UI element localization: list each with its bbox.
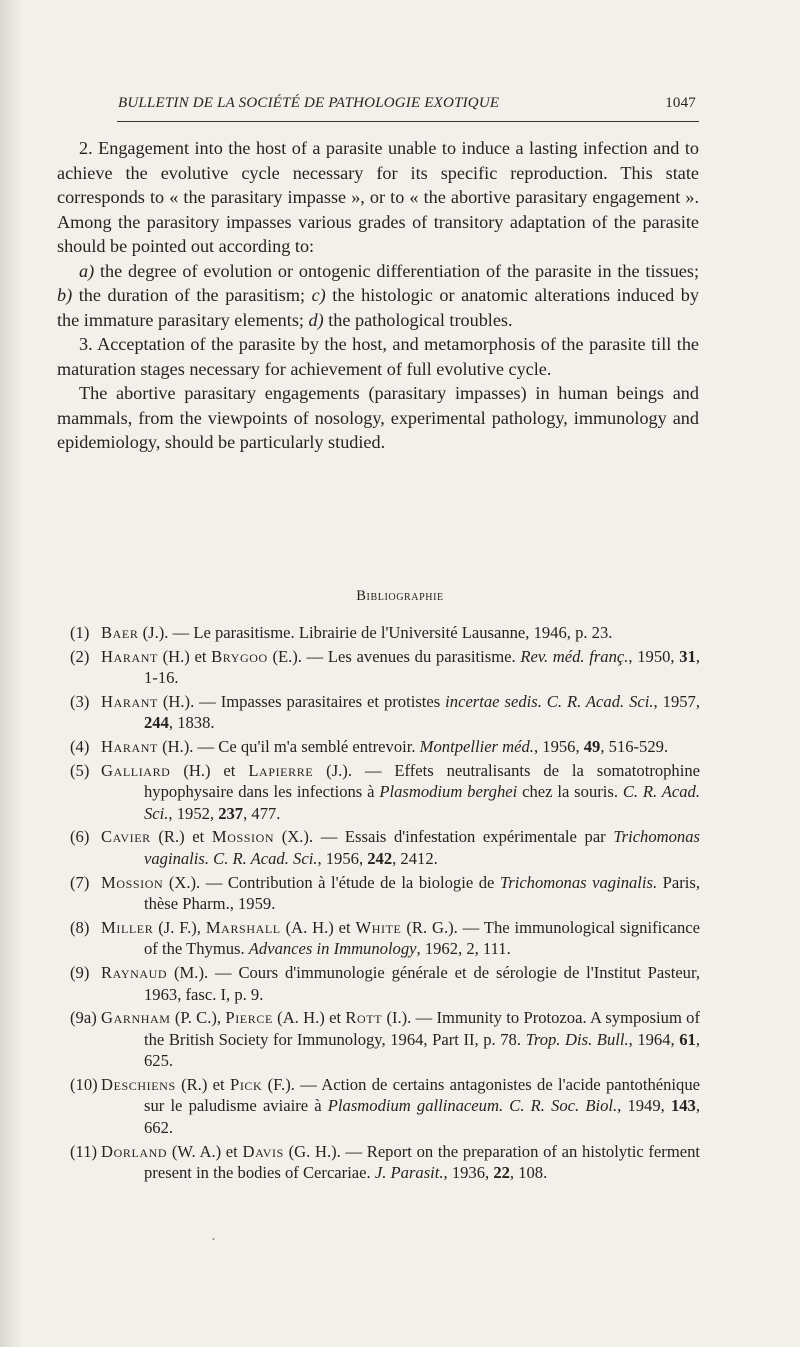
italic-title: Rev. méd. franç. [520, 646, 629, 666]
reference-fragment: (J.). — Effets neutralisants de la somatotrophine hypophysaire dans les infections à [144, 760, 701, 802]
author-name: Miller [101, 917, 154, 937]
reference-fragment: (R.) et [175, 1074, 230, 1094]
reference-number: (3) [70, 691, 90, 711]
print-speck: • [212, 1235, 215, 1244]
reference-text [101, 962, 700, 1005]
reference-fragment: , 1950, [628, 646, 680, 666]
author-name: Harant [101, 736, 158, 756]
italic-title: Trop. Dis. Bull. [525, 1029, 629, 1049]
italic-title: C. R. Acad. Sci. [144, 782, 700, 823]
reference-item [70, 1141, 700, 1184]
author-name: Raynaud [101, 962, 168, 982]
volume-number: 31 [679, 646, 696, 666]
reference-number: (9) [70, 962, 90, 982]
reference-item [70, 1007, 700, 1072]
reference-fragment: (M.). — Cours d'immunologie générale et de sérologie de l'Institut Pasteur, 1963, fasc. I, p. 9. [144, 962, 700, 1004]
author-name: Mossion [101, 872, 164, 892]
reference-fragment: (X.). — Contribution à l'étude de la biologie de [163, 872, 500, 892]
italic-title: Trichomonas vaginalis. [499, 872, 658, 892]
reference-fragment: (A. H.) et [280, 917, 356, 937]
volume-number: 143 [670, 1096, 696, 1116]
reference-text [101, 1007, 700, 1072]
author-name: Dorland [101, 1141, 168, 1161]
volume-number: 22 [493, 1163, 510, 1183]
reference-number: (6) [70, 827, 90, 847]
author-name: Harant [101, 691, 158, 711]
reference-fragment: (H.) et [170, 760, 249, 780]
reference-fragment: , 1956, [533, 736, 584, 756]
reference-item [70, 760, 700, 825]
reference-item [70, 826, 700, 869]
reference-item [70, 736, 700, 758]
reference-fragment: (A. H.) et [272, 1008, 346, 1028]
item-a-label: a) [79, 260, 95, 281]
reference-number: (11) [70, 1141, 98, 1161]
item-b-label: b) [57, 285, 73, 305]
author-name: Marshall [205, 917, 281, 937]
item-c-text: the histologic or anatomic alterations induced by the immature parasitary elements; [57, 285, 699, 330]
reference-fragment: (P. C.), [170, 1008, 226, 1028]
author-name: Davis [242, 1141, 284, 1161]
italic-title: Plasmodium berghei [379, 782, 518, 802]
reference-fragment: (W. A.) et [167, 1141, 243, 1161]
book-spine-shadow [0, 0, 22, 1347]
volume-number: 244 [144, 713, 169, 733]
author-name: Lapierre [248, 760, 314, 780]
reference-fragment: (E.). — Les avenues du parasitisme. [267, 646, 521, 666]
reference-fragment: , 625. [144, 1029, 700, 1071]
reference-fragment: (R.) et [150, 827, 212, 847]
reference-text [101, 1141, 700, 1184]
author-name: Harant [101, 646, 158, 666]
reference-fragment: (F.). — Action de certains antagonistes de l'acide pantothénique sur le paludisme aviaire à [144, 1074, 700, 1116]
reference-fragment: , 108. [509, 1163, 548, 1183]
reference-text [101, 826, 700, 869]
reference-text [101, 1074, 700, 1139]
author-name: Rott [345, 1008, 383, 1028]
author-name: Pick [230, 1074, 263, 1094]
reference-fragment: (J.). — Le parasitisme. Librairie de l'Université Lausanne, 1946, p. 23. [138, 623, 613, 642]
reference-fragment: , 1949, [617, 1096, 671, 1116]
running-header [118, 95, 698, 119]
reference-text [101, 760, 700, 825]
volume-number: 237 [218, 803, 244, 823]
reference-fragment: , 662. [144, 1096, 700, 1138]
reference-fragment: (J. F.), [153, 917, 206, 937]
author-name: Mossion [211, 827, 275, 847]
author-name: Garnham [101, 1008, 171, 1028]
author-name: Brygoo [211, 646, 268, 666]
reference-fragment: , 1936, [443, 1163, 494, 1183]
reference-item [70, 872, 700, 915]
reference-fragment: , 1956, [317, 848, 368, 868]
paragraph-2: 2. Engagement into the host of a parasite unable to induce a lasting infection and to achieve the evolutive cycle necessary for its specific reproduction. This state corresponds to « the parasitary impasse », or to « the abortive parasitary engagement ». Among the parasitory impasses various grades of transitory adaptation of the parasite should be pointed out according to: [57, 138, 699, 256]
reference-item [70, 917, 700, 960]
reference-text [101, 872, 700, 915]
reference-item [70, 622, 700, 644]
reference-number: (7) [70, 872, 90, 892]
volume-number: 242 [367, 848, 393, 868]
reference-fragment: , 1957, [653, 691, 700, 711]
body-text [57, 136, 699, 455]
italic-title: J. Parasit. [374, 1163, 444, 1183]
header-rule [117, 121, 699, 122]
reference-fragment: , 516-529. [600, 736, 669, 756]
reference-fragment: (H.) et [157, 646, 212, 666]
italic-title: Plasmodium gallinaceum. C. R. Soc. Biol. [327, 1096, 618, 1116]
reference-fragment: , 2412. [392, 848, 438, 868]
author-name: Galliard [101, 760, 171, 780]
reference-number: (1) [70, 623, 90, 642]
author-name: Pierce [225, 1008, 273, 1028]
italic-title: Advances in Immunology [248, 939, 417, 959]
paragraph-4: The abortive parasitary engagements (parasitary impasses) in human beings and mammals, from the viewpoints of nosology, experimental pathology, immunology and epidemiology, should be particularly studied. [57, 383, 699, 452]
journal-title: BULLETIN DE LA SOCIÉTÉ DE PATHOLOGIE EXOTIQUE [118, 95, 500, 111]
reference-number: (10) [70, 1074, 98, 1094]
reference-text [101, 917, 700, 960]
reference-text [101, 646, 700, 689]
author-name: White [355, 917, 402, 937]
volume-number: 49 [583, 736, 601, 756]
reference-item [70, 691, 700, 734]
item-d-label: d) [308, 309, 324, 330]
author-name: Baer [101, 623, 139, 642]
reference-fragment: (H.). — Ce qu'il m'a semblé entrevoir. [157, 736, 420, 756]
reference-fragment: , 477. [243, 803, 281, 823]
reference-fragment: , 1952, [168, 803, 219, 823]
reference-fragment: Paris, thèse Pharm., 1959. [144, 872, 701, 914]
reference-number: (9a) [70, 1008, 97, 1028]
reference-fragment: , 1964, [628, 1029, 680, 1049]
reference-number: (2) [70, 646, 90, 666]
reference-text [101, 691, 700, 734]
reference-number: (5) [70, 760, 90, 780]
bibliography-heading: Bibliographie [356, 588, 444, 604]
author-name: Cavier [101, 827, 151, 847]
item-b-text: the duration of the parasitism; [72, 285, 312, 305]
item-c-label: c) [311, 285, 326, 305]
page-number: 1047 [665, 95, 696, 111]
item-d-text: the pathological troubles. [323, 309, 513, 330]
author-name: Deschiens [101, 1074, 176, 1094]
reference-fragment: (X.). — Essais d'infestation expérimentale par [274, 827, 614, 847]
reference-text [101, 622, 700, 644]
reference-fragment: , 1962, 2, 111. [416, 939, 511, 959]
paragraph-3: 3. Acceptation of the parasite by the host, and metamorphosis of the parasite till the maturation stages necessary for achievement of full evolutive cycle. [57, 334, 699, 379]
reference-item [70, 646, 700, 689]
item-a-text: the degree of evolution or ontogenic differentiation of the parasite in the tissues; [94, 260, 699, 281]
reference-fragment: chez la souris. [517, 782, 623, 802]
reference-item [70, 962, 700, 1005]
reference-number: (8) [70, 917, 90, 937]
italic-title: Trichomonas vaginalis. C. R. Acad. Sci. [144, 827, 700, 868]
reference-fragment: (R. G.). — The immunological significance of the Thymus. [144, 917, 700, 959]
reference-fragment: , 1838. [168, 713, 215, 733]
italic-title: incertae sedis. C. R. Acad. Sci. [445, 691, 654, 711]
reference-fragment: , 1-16. [144, 646, 701, 688]
reference-text [101, 736, 700, 758]
reference-number: (4) [70, 736, 90, 756]
volume-number: 61 [679, 1029, 696, 1049]
paragraph-sublist [57, 259, 699, 333]
italic-title: Montpellier méd. [419, 736, 534, 756]
reference-item [70, 1074, 700, 1139]
reference-fragment: (G. H.). — Report on the preparation of an histolytic ferment present in the bodies of Cercariae. [144, 1141, 701, 1183]
reference-list [70, 622, 700, 1186]
reference-fragment: (I.). — Immunity to Protozoa. A symposium of the British Society for Immunology, 1964, Part II, p. 78. [144, 1008, 700, 1049]
reference-fragment: (H.). — Impasses parasitaires et protistes [157, 691, 446, 711]
